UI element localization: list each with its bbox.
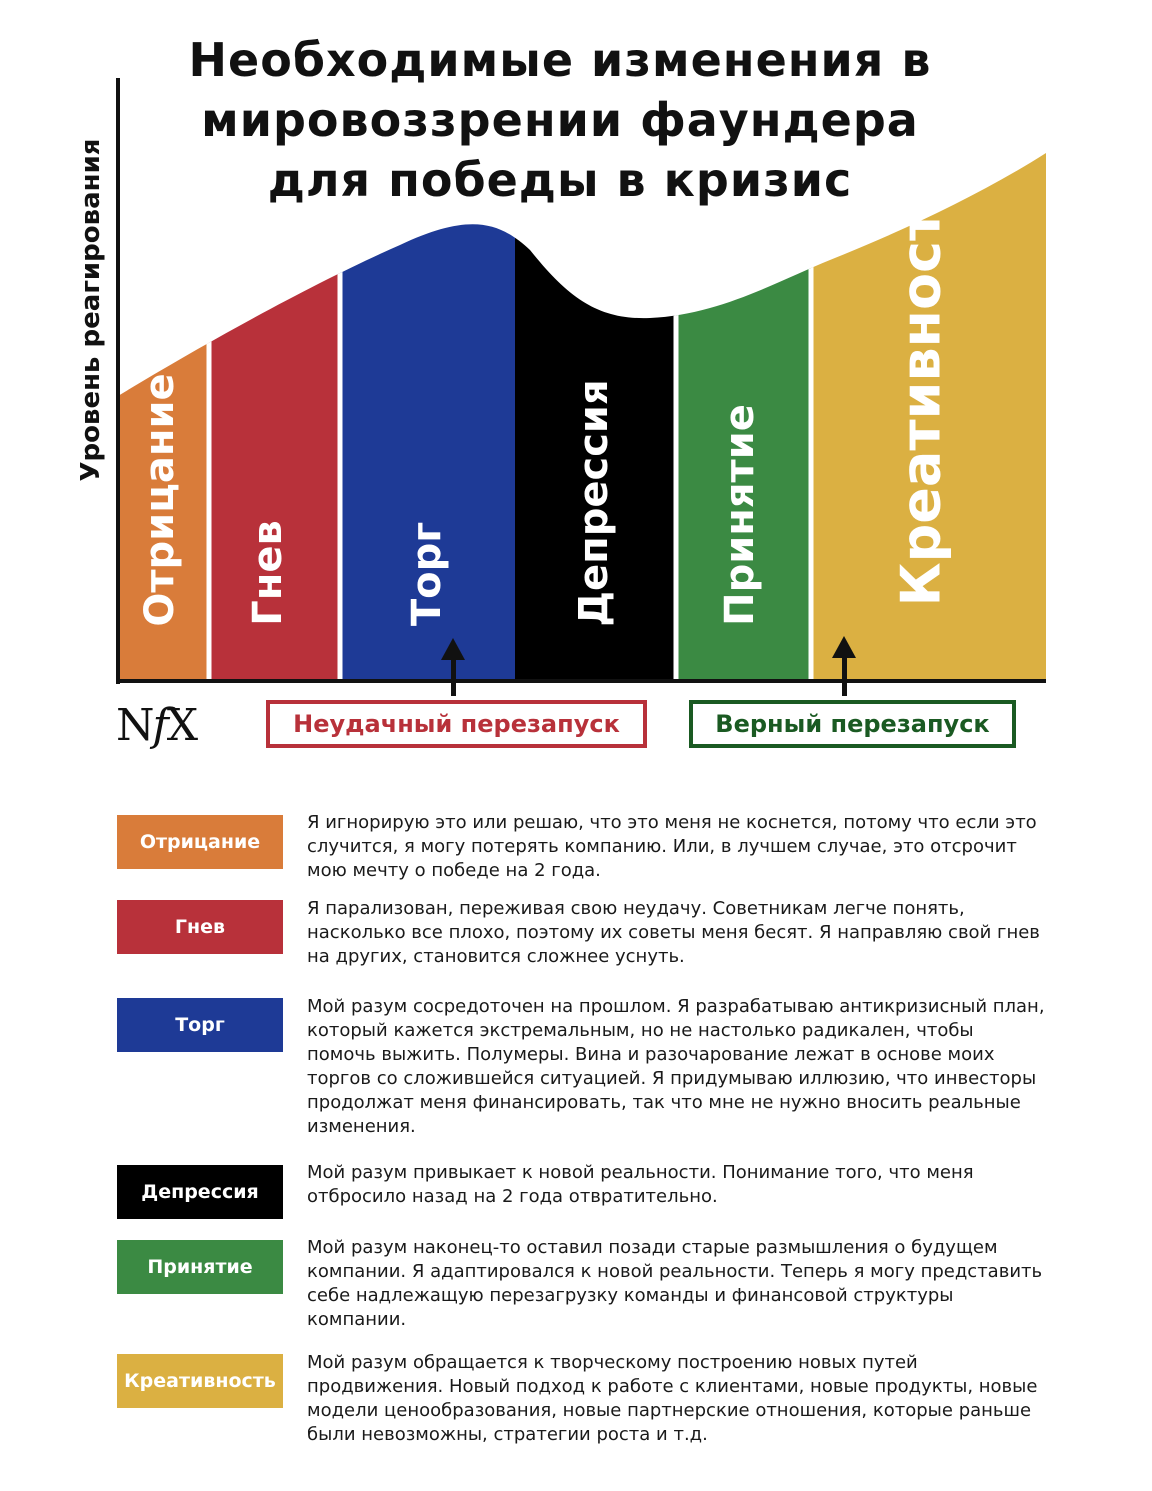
title-line-3: для победы в кризис	[267, 153, 853, 207]
stage-label-2: Гнев	[245, 520, 291, 626]
good-restart-arrow	[832, 636, 856, 696]
title-line-1: Необходимые изменения в	[188, 33, 932, 87]
logo-x: X	[166, 700, 197, 751]
arrow-head-icon	[832, 636, 856, 658]
legend-swatch-label: Депрессия	[141, 1181, 259, 1203]
stage-label-1: Отрицание	[137, 372, 183, 627]
legend-swatch-label: Принятие	[147, 1256, 253, 1278]
legend-swatch-label: Креативность	[124, 1370, 276, 1392]
legend-swatch	[117, 1240, 283, 1294]
legend-swatch-label: Торг	[175, 1014, 225, 1036]
arrow-shaft	[842, 656, 847, 696]
legend-description: Я парализован, переживая свою неудачу. Советникам легче понять, насколько все плохо, поэтому их советы меня бесят. Я направляю свой гнев на других, становится сложнее уснуть.	[307, 898, 1040, 967]
stage-label-6: Креативность	[889, 174, 953, 607]
bad-restart-text: Неудачный перезапуск	[293, 710, 620, 738]
legend-description: Мой разум наконец-то оставил позади старые размышления о будущем компании. Я адаптировался к новой реальности. Теперь я могу представить себе надлежащую перезагрузку команды и финансовой структуры компании.	[307, 1237, 1043, 1330]
legend-swatch	[117, 1354, 283, 1408]
legend-description: Я игнорирую это или решаю, что это меня не коснется, потому что если это случится, я могу потерять компанию. Или, в лучшем случае, это отсрочит мою мечту о победе на 2 года.	[307, 812, 1037, 881]
y-axis-label: Уровень реагирования	[76, 138, 106, 482]
title-line-2: мировоззрении фаундера	[201, 93, 919, 147]
logo-f: f	[152, 700, 167, 751]
good-restart-label	[689, 700, 1016, 748]
logo-n: N	[116, 700, 153, 751]
legend-swatch-label: Гнев	[174, 916, 226, 938]
legend-swatch-label: Отрицание	[139, 831, 261, 853]
arrow-shaft	[451, 658, 456, 696]
stage-label-4: Депрессия	[571, 378, 617, 627]
legend-description: Мой разум сосредоточен на прошлом. Я разрабатываю антикризисный план, который кажется экстремальным, но не настолько радикален, чтобы помочь выжить. Полумеры. Вина и разочарование лежат в основе моих торгов со сложившейся ситуацией. Я придумываю иллюзию, что инвесторы продолжат меня финансировать, так что мне не нужно вносить реальные изменения.	[307, 996, 1045, 1137]
legend-description: Мой разум обращается к творческому построению новых путей продвижения. Новый подход к работе с клиентами, новые продукты, новые модели ценообразования, новые партнерские отношения, которые раньше были невозможны, стратегии роста и т.д.	[307, 1352, 1038, 1445]
bad-restart-arrow	[441, 638, 465, 696]
good-restart-text: Верный перезапуск	[715, 710, 990, 738]
legend-swatch	[117, 998, 283, 1052]
bad-restart-label	[266, 700, 647, 748]
legend-swatch	[117, 900, 283, 954]
legend-swatch	[117, 1165, 283, 1219]
stage-label-3: Торг	[404, 521, 450, 627]
stage-label-5: Принятие	[717, 404, 763, 626]
arrow-head-icon	[441, 638, 465, 660]
legend-swatch	[117, 815, 283, 869]
legend-description: Мой разум привыкает к новой реальности. Понимание того, что меня отбросило назад на 2 года отвратительно.	[307, 1162, 974, 1207]
nfx-logo	[116, 700, 196, 751]
